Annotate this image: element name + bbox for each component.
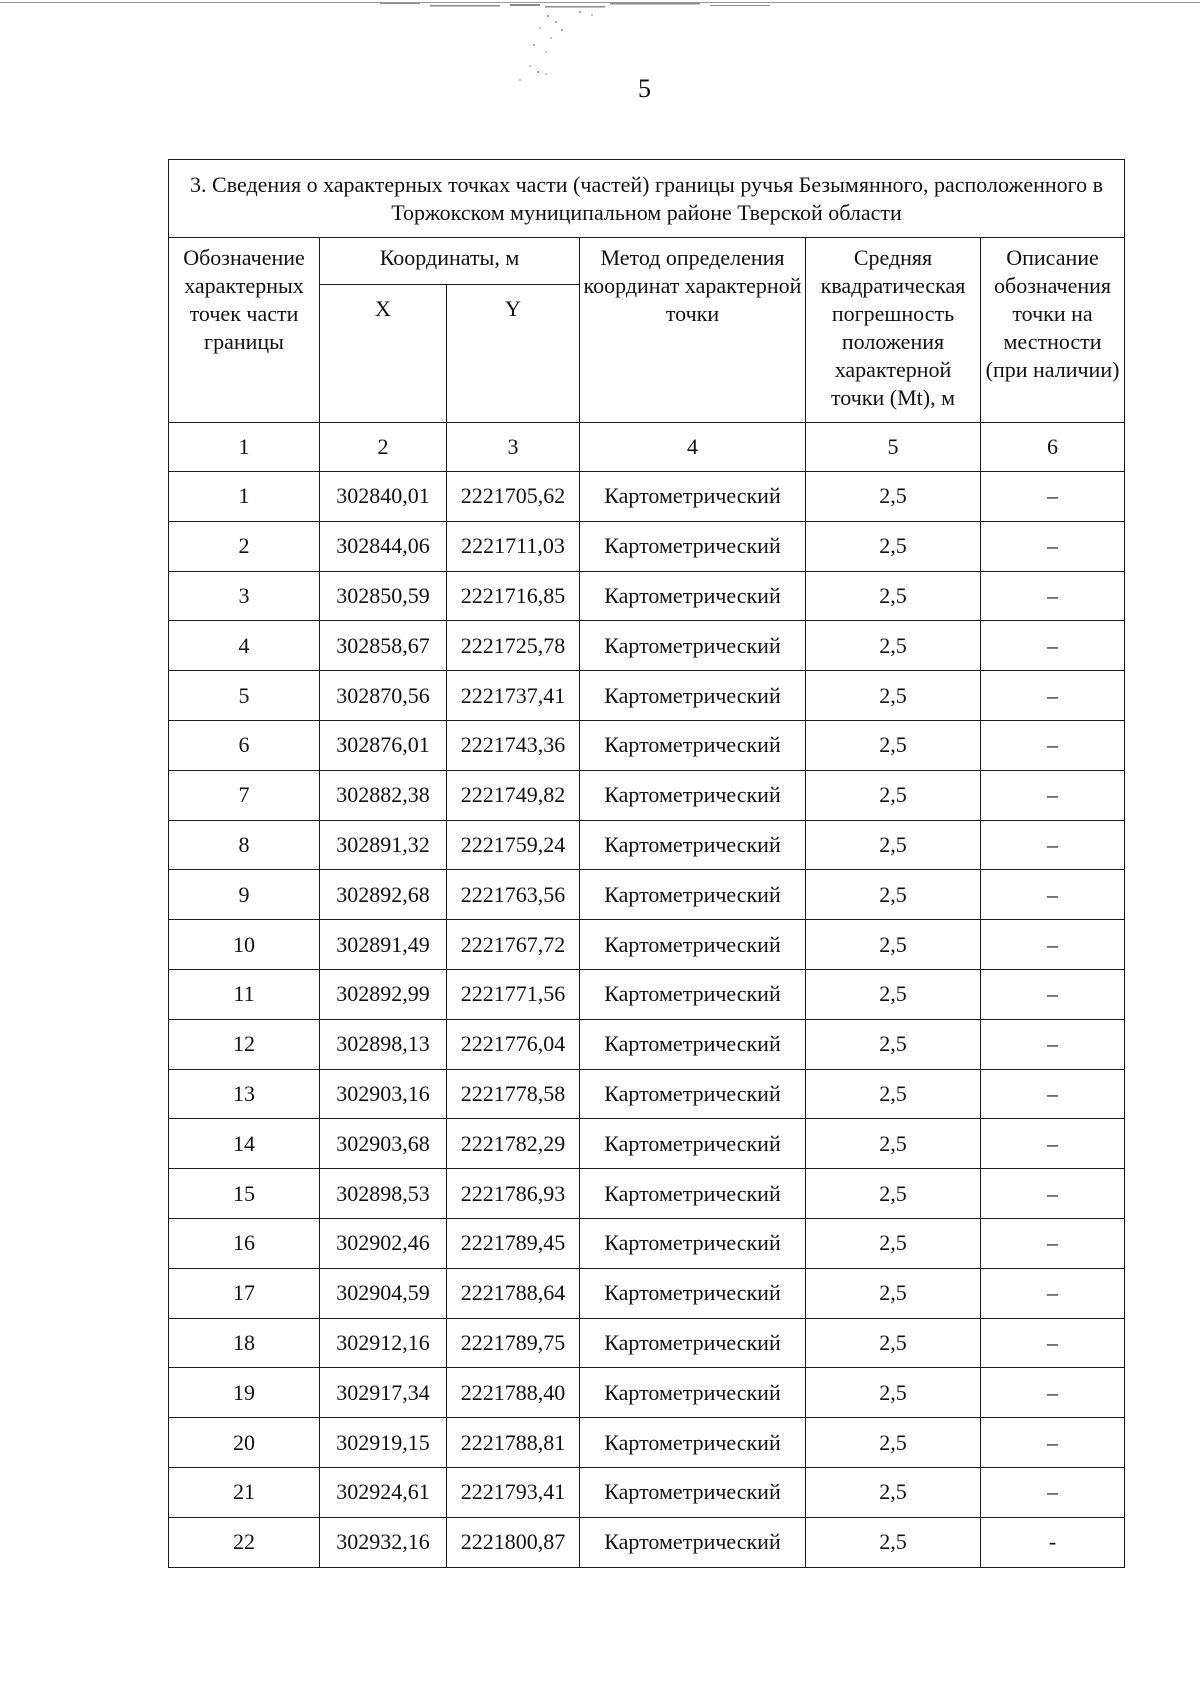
point-number-cell: 17 <box>169 1268 320 1318</box>
description-cell: – <box>981 1119 1125 1169</box>
table-row <box>169 571 1125 621</box>
table-row <box>169 1169 1125 1219</box>
error-cell: 2,5 <box>806 720 981 770</box>
description-cell: – <box>981 521 1125 571</box>
x-coordinate-cell: 302858,67 <box>320 621 447 671</box>
page-number: 5 <box>638 74 651 103</box>
error-cell: 2,5 <box>806 1418 981 1468</box>
method-cell: Картометрический <box>580 770 806 820</box>
description-cell: – <box>981 1318 1125 1368</box>
table-row <box>169 671 1125 721</box>
x-coordinate-cell: 302870,56 <box>320 671 447 721</box>
method-cell: Картометрический <box>580 920 806 970</box>
column-number: 2 <box>320 423 447 472</box>
method-cell: Картометрический <box>580 870 806 920</box>
error-cell: 2,5 <box>806 1268 981 1318</box>
header-x: X <box>320 285 447 423</box>
table-row <box>169 1368 1125 1418</box>
description-cell: – <box>981 969 1125 1019</box>
point-number-cell: 6 <box>169 720 320 770</box>
x-coordinate-cell: 302840,01 <box>320 472 447 522</box>
error-cell: 2,5 <box>806 1119 981 1169</box>
point-number-cell: 16 <box>169 1218 320 1268</box>
x-coordinate-cell: 302892,99 <box>320 969 447 1019</box>
y-coordinate-cell: 2221793,41 <box>447 1467 580 1517</box>
point-number-cell: 2 <box>169 521 320 571</box>
error-cell: 2,5 <box>806 920 981 970</box>
point-number-cell: 5 <box>169 671 320 721</box>
error-cell: 2,5 <box>806 521 981 571</box>
y-coordinate-cell: 2221800,87 <box>447 1517 580 1567</box>
x-coordinate-cell: 302932,16 <box>320 1517 447 1567</box>
description-cell: – <box>981 571 1125 621</box>
point-number-cell: 7 <box>169 770 320 820</box>
column-number: 5 <box>806 423 981 472</box>
method-cell: Картометрический <box>580 1318 806 1368</box>
description-cell: – <box>981 870 1125 920</box>
y-coordinate-cell: 2221788,81 <box>447 1418 580 1468</box>
table-row <box>169 1069 1125 1119</box>
point-number-cell: 18 <box>169 1318 320 1368</box>
error-cell: 2,5 <box>806 1467 981 1517</box>
point-number-cell: 1 <box>169 472 320 522</box>
y-coordinate-cell: 2221776,04 <box>447 1019 580 1069</box>
error-cell: 2,5 <box>806 671 981 721</box>
description-cell: – <box>981 1019 1125 1069</box>
point-number-cell: 10 <box>169 920 320 970</box>
x-coordinate-cell: 302892,68 <box>320 870 447 920</box>
coordinates-table <box>168 159 1125 1568</box>
point-number-cell: 15 <box>169 1169 320 1219</box>
point-number-cell: 8 <box>169 820 320 870</box>
point-number-cell: 3 <box>169 571 320 621</box>
y-coordinate-cell: 2221749,82 <box>447 770 580 820</box>
header-error: Средняя квадратическая погрешность положения характерной точки (Mt), м <box>806 238 981 423</box>
y-coordinate-cell: 2221763,56 <box>447 870 580 920</box>
method-cell: Картометрический <box>580 472 806 522</box>
point-number-cell: 13 <box>169 1069 320 1119</box>
y-coordinate-cell: 2221778,58 <box>447 1069 580 1119</box>
table-row <box>169 820 1125 870</box>
y-coordinate-cell: 2221716,85 <box>447 571 580 621</box>
description-cell: – <box>981 621 1125 671</box>
y-coordinate-cell: 2221743,36 <box>447 720 580 770</box>
x-coordinate-cell: 302917,34 <box>320 1368 447 1418</box>
error-cell: 2,5 <box>806 621 981 671</box>
y-coordinate-cell: 2221788,64 <box>447 1268 580 1318</box>
method-cell: Картометрический <box>580 1268 806 1318</box>
description-cell: – <box>981 720 1125 770</box>
x-coordinate-cell: 302902,46 <box>320 1218 447 1268</box>
description-cell: – <box>981 1069 1125 1119</box>
error-cell: 2,5 <box>806 1368 981 1418</box>
method-cell: Картометрический <box>580 1368 806 1418</box>
table-row <box>169 1517 1125 1567</box>
table-row <box>169 521 1125 571</box>
point-number-cell: 19 <box>169 1368 320 1418</box>
x-coordinate-cell: 302844,06 <box>320 521 447 571</box>
table-row <box>169 1119 1125 1169</box>
description-cell: – <box>981 1418 1125 1468</box>
x-coordinate-cell: 302898,53 <box>320 1169 447 1219</box>
method-cell: Картометрический <box>580 1019 806 1069</box>
point-number-cell: 14 <box>169 1119 320 1169</box>
table-row <box>169 920 1125 970</box>
error-cell: 2,5 <box>806 1169 981 1219</box>
error-cell: 2,5 <box>806 969 981 1019</box>
y-coordinate-cell: 2221786,93 <box>447 1169 580 1219</box>
header-coordinates: Координаты, м <box>320 238 580 285</box>
method-cell: Картометрический <box>580 1517 806 1567</box>
method-cell: Картометрический <box>580 1418 806 1468</box>
point-number-cell: 20 <box>169 1418 320 1468</box>
header-y: Y <box>447 285 580 423</box>
y-coordinate-cell: 2221771,56 <box>447 969 580 1019</box>
x-coordinate-cell: 302924,61 <box>320 1467 447 1517</box>
y-coordinate-cell: 2221759,24 <box>447 820 580 870</box>
point-number-cell: 4 <box>169 621 320 671</box>
description-cell: – <box>981 1218 1125 1268</box>
x-coordinate-cell: 302891,32 <box>320 820 447 870</box>
table-row <box>169 1019 1125 1069</box>
error-cell: 2,5 <box>806 472 981 522</box>
description-cell: – <box>981 1467 1125 1517</box>
table-row <box>169 1268 1125 1318</box>
x-coordinate-cell: 302876,01 <box>320 720 447 770</box>
table-row <box>169 770 1125 820</box>
table-row <box>169 1218 1125 1268</box>
method-cell: Картометрический <box>580 1467 806 1517</box>
y-coordinate-cell: 2221737,41 <box>447 671 580 721</box>
header-designation: Обозначение характерных точек части границы <box>169 238 320 423</box>
table-row <box>169 1418 1125 1468</box>
method-cell: Картометрический <box>580 1069 806 1119</box>
header-method: Метод определения координат характерной точки <box>580 238 806 423</box>
x-coordinate-cell: 302903,16 <box>320 1069 447 1119</box>
table-body <box>169 472 1125 1568</box>
method-cell: Картометрический <box>580 820 806 870</box>
column-number: 3 <box>447 423 580 472</box>
table-row <box>169 1318 1125 1368</box>
description-cell: - <box>981 1517 1125 1567</box>
method-cell: Картометрический <box>580 521 806 571</box>
method-cell: Картометрический <box>580 671 806 721</box>
description-cell: – <box>981 920 1125 970</box>
y-coordinate-cell: 2221725,78 <box>447 621 580 671</box>
method-cell: Картометрический <box>580 969 806 1019</box>
table-row <box>169 870 1125 920</box>
error-cell: 2,5 <box>806 770 981 820</box>
table-row <box>169 472 1125 522</box>
description-cell: – <box>981 1169 1125 1219</box>
error-cell: 2,5 <box>806 1069 981 1119</box>
error-cell: 2,5 <box>806 1517 981 1567</box>
description-cell: – <box>981 472 1125 522</box>
point-number-cell: 12 <box>169 1019 320 1069</box>
point-number-cell: 22 <box>169 1517 320 1567</box>
error-cell: 2,5 <box>806 1019 981 1069</box>
y-coordinate-cell: 2221788,40 <box>447 1368 580 1418</box>
column-number: 6 <box>981 423 1125 472</box>
column-numbers-row <box>169 423 1125 472</box>
description-cell: – <box>981 671 1125 721</box>
table-row <box>169 720 1125 770</box>
y-coordinate-cell: 2221782,29 <box>447 1119 580 1169</box>
table-title: 3. Сведения о характерных точках части (частей) границы ручья Безымянного, расположенного в Торжокском муниципальном районе Тверской области <box>169 160 1125 238</box>
method-cell: Картометрический <box>580 1218 806 1268</box>
x-coordinate-cell: 302891,49 <box>320 920 447 970</box>
x-coordinate-cell: 302919,15 <box>320 1418 447 1468</box>
error-cell: 2,5 <box>806 870 981 920</box>
table-row <box>169 621 1125 671</box>
table-row <box>169 969 1125 1019</box>
method-cell: Картометрический <box>580 621 806 671</box>
description-cell: – <box>981 770 1125 820</box>
method-cell: Картометрический <box>580 720 806 770</box>
y-coordinate-cell: 2221711,03 <box>447 521 580 571</box>
x-coordinate-cell: 302904,59 <box>320 1268 447 1318</box>
point-number-cell: 11 <box>169 969 320 1019</box>
error-cell: 2,5 <box>806 1318 981 1368</box>
column-number: 1 <box>169 423 320 472</box>
description-cell: – <box>981 1368 1125 1418</box>
y-coordinate-cell: 2221767,72 <box>447 920 580 970</box>
point-number-cell: 9 <box>169 870 320 920</box>
y-coordinate-cell: 2221789,75 <box>447 1318 580 1368</box>
column-number: 4 <box>580 423 806 472</box>
x-coordinate-cell: 302898,13 <box>320 1019 447 1069</box>
method-cell: Картометрический <box>580 571 806 621</box>
error-cell: 2,5 <box>806 571 981 621</box>
x-coordinate-cell: 302850,59 <box>320 571 447 621</box>
point-number-cell: 21 <box>169 1467 320 1517</box>
scan-artifact <box>370 0 800 90</box>
error-cell: 2,5 <box>806 820 981 870</box>
y-coordinate-cell: 2221789,45 <box>447 1218 580 1268</box>
description-cell: – <box>981 820 1125 870</box>
method-cell: Картометрический <box>580 1119 806 1169</box>
y-coordinate-cell: 2221705,62 <box>447 472 580 522</box>
description-cell: – <box>981 1268 1125 1318</box>
x-coordinate-cell: 302903,68 <box>320 1119 447 1169</box>
x-coordinate-cell: 302882,38 <box>320 770 447 820</box>
header-description: Описание обозначения точки на местности (при наличии) <box>981 238 1125 423</box>
table-row <box>169 1467 1125 1517</box>
x-coordinate-cell: 302912,16 <box>320 1318 447 1368</box>
error-cell: 2,5 <box>806 1218 981 1268</box>
method-cell: Картометрический <box>580 1169 806 1219</box>
